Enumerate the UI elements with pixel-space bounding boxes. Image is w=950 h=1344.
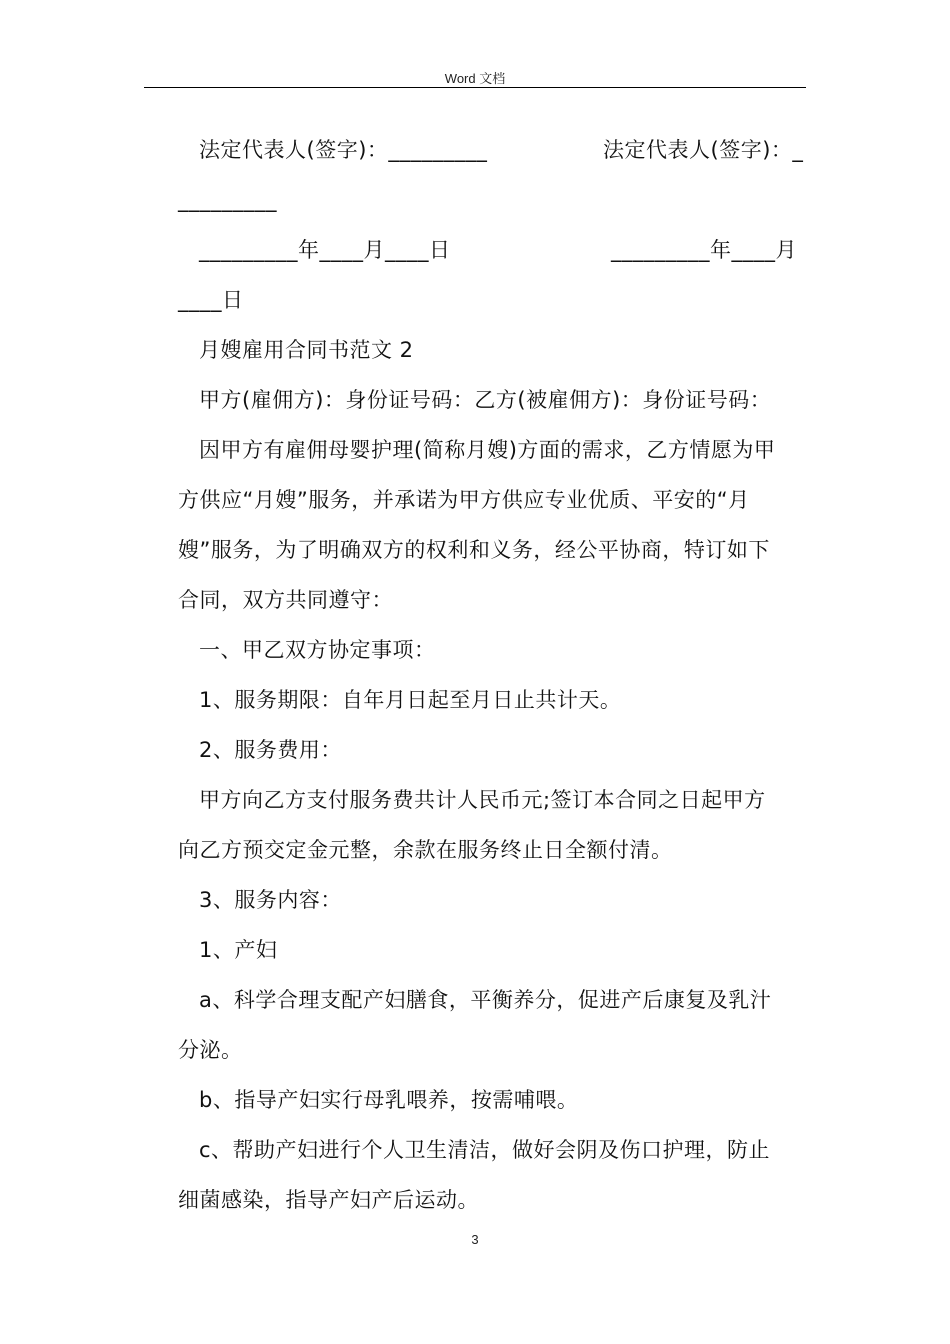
text-line: 甲方(雇佣方)：身份证号码：乙方(被雇佣方)：身份证号码： — [199, 388, 772, 412]
text-line: 2、服务费用： — [199, 738, 342, 762]
text-line: 合同，双方共同遵守： — [178, 588, 393, 612]
header-divider — [144, 87, 806, 88]
text-line: 1、产妇 — [199, 938, 278, 962]
text-line: 嫂”服务，为了明确双方的权利和义务，经公平协商，特订如下 — [178, 538, 770, 562]
section-title: 月嫂雇用合同书范文 2 — [199, 338, 414, 362]
text-line: 3、服务内容： — [199, 888, 342, 912]
text-line: 因甲方有雇佣母婴护理(简称月嫂)方面的需求，乙方情愿为甲 — [199, 438, 776, 462]
text-line: 方供应“月嫂”服务，并承诺为甲方供应专业优质、平安的“月 — [178, 488, 750, 512]
text-line: ____日 — [178, 288, 244, 312]
page-header: Word 文档 — [444, 71, 506, 86]
text-line: 甲方向乙方支付服务费共计人民币元;签订本合同之日起甲方 — [199, 788, 766, 812]
text-line: 向乙方预交定金元整，余款在服务终止日全额付清。 — [178, 838, 673, 862]
text-line: 一、甲乙双方协定事项： — [199, 638, 436, 662]
text-line: 法定代表人(签字)：_ — [603, 138, 804, 162]
text-line: _________年____月 — [611, 238, 797, 262]
page-number: 3 — [471, 1232, 479, 1247]
text-line: 法定代表人(签字)：_________ — [199, 138, 488, 162]
text-line: 1、服务期限：自年月日起至月日止共计天。 — [199, 688, 622, 712]
text-line: c、帮助产妇进行个人卫生清洁，做好会阴及伤口护理，防止 — [199, 1138, 771, 1162]
text-line: b、指导产妇实行母乳喂养，按需哺喂。 — [199, 1088, 579, 1112]
text-line: _________ — [178, 188, 277, 212]
text-line: 分泌。 — [178, 1038, 243, 1062]
text-line: a、科学合理支配产妇膳食，平衡养分，促进产后康复及乳汁 — [199, 988, 772, 1012]
text-line: 细菌感染，指导产妇产后运动。 — [178, 1188, 479, 1212]
text-line: _________年____月____日 — [199, 238, 451, 262]
